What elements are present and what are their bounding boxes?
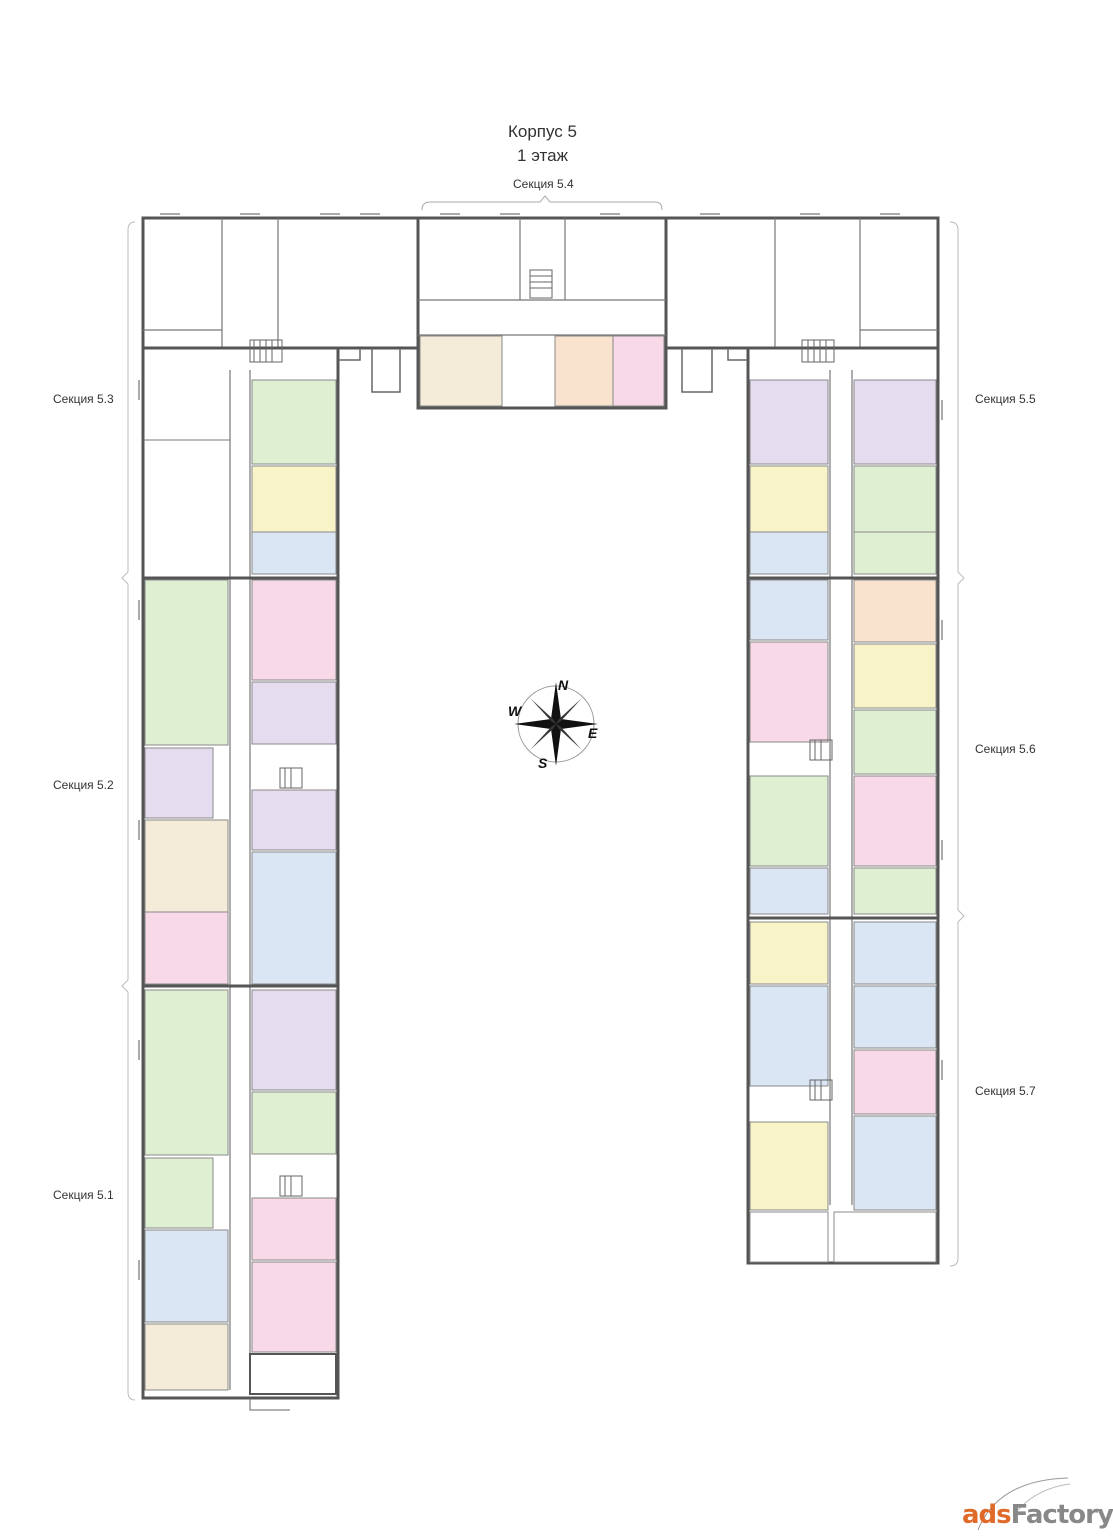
apt-103 [555,336,613,406]
watermark-logo [962,1500,1113,1530]
apt-102 [613,336,664,406]
watermark-ads: ads [962,1500,1011,1530]
right-bracket [950,222,964,1266]
compass-rose-icon [508,676,604,772]
section-label-56: Секция 5.6 [975,742,1036,756]
section-label-52: Секция 5.2 [53,778,114,792]
page-title: Корпус 5 [507,122,577,141]
section-label-55: Секция 5.5 [975,392,1036,406]
compass-s: S [538,755,548,771]
watermark-factory: Factory [1010,1500,1113,1530]
section-54-bracket [422,196,662,210]
left-bracket [122,222,135,1400]
tech-room [250,1354,336,1394]
section-label-54: Секция 5.4 [513,177,574,191]
section-label-51: Секция 5.1 [53,1188,114,1202]
section-label-53: Секция 5.3 [53,392,114,406]
section-label-57: Секция 5.7 [975,1084,1036,1098]
compass-e: E [588,725,598,741]
floor-title: 1 этаж [517,146,568,165]
compass-w: W [508,703,522,719]
compass-n: N [558,677,569,693]
apt-104 [420,336,502,406]
